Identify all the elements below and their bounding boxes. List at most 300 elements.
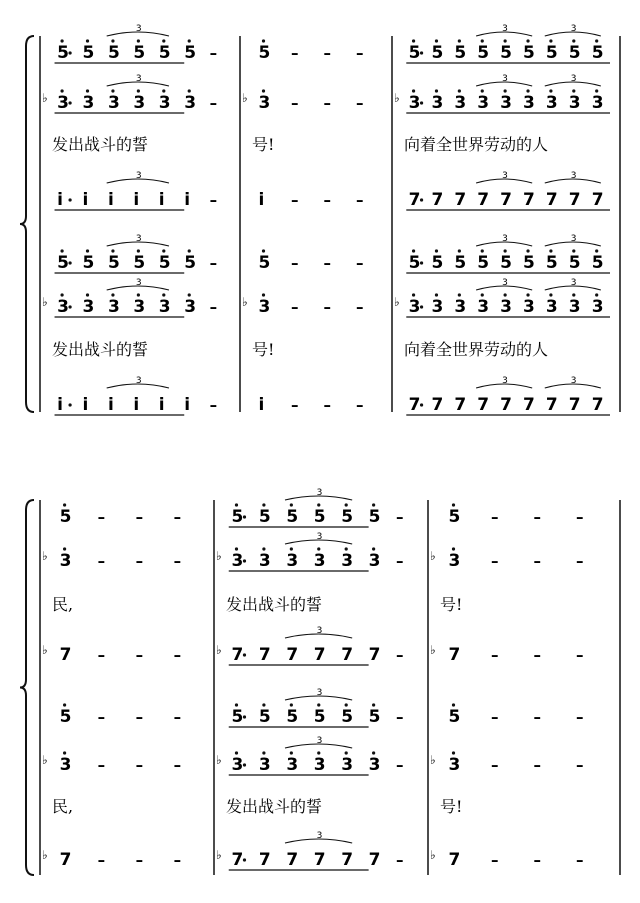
triplet-mark: 3 — [502, 278, 508, 288]
octave-dot — [262, 39, 265, 42]
octave-dot — [63, 703, 66, 706]
octave-dot — [137, 249, 140, 252]
dash-mark: – — [576, 708, 584, 726]
note: 5 — [258, 707, 271, 727]
note: 3 — [500, 93, 512, 113]
octave-dot — [452, 547, 455, 550]
flat-sign: ♭ — [430, 848, 436, 862]
lyric-text: 向着全世界劳动的人 — [404, 135, 549, 154]
octave-dot — [162, 293, 165, 296]
dash-mark: – — [135, 646, 144, 664]
octave-dot — [262, 503, 265, 506]
note: 7 — [431, 395, 444, 415]
note: 3 — [408, 297, 421, 317]
note: 5 — [133, 253, 146, 273]
note: 3 — [313, 551, 326, 571]
triplet-mark: 3 — [135, 171, 142, 181]
augmentation-dot — [68, 198, 71, 201]
note: i — [184, 395, 191, 415]
note: 3 — [523, 93, 535, 113]
note: 7 — [231, 645, 244, 665]
system-1 — [20, 24, 620, 415]
dash-mark: – — [323, 298, 331, 316]
octave-dot — [526, 89, 529, 92]
octave-dot — [162, 39, 165, 42]
octave-dot — [111, 39, 114, 42]
dash-mark: – — [173, 552, 182, 570]
octave-dot — [317, 703, 320, 706]
note: 3 — [82, 93, 95, 113]
octave-dot — [60, 39, 63, 42]
dash-mark: – — [533, 756, 541, 774]
dash-mark: – — [173, 756, 182, 774]
octave-dot — [572, 89, 575, 92]
octave-dot — [235, 703, 238, 706]
note: 5 — [431, 43, 444, 63]
triplet-mark: 3 — [502, 234, 508, 244]
dash-mark: – — [491, 552, 499, 570]
note: i — [258, 395, 265, 415]
note: 5 — [408, 43, 421, 63]
note: 7 — [59, 645, 72, 665]
octave-dot — [572, 249, 575, 252]
note: 5 — [258, 43, 271, 63]
dash-mark: – — [209, 396, 218, 414]
note: 5 — [82, 253, 95, 273]
dash-mark: – — [323, 94, 331, 112]
dash-mark: – — [576, 851, 584, 869]
octave-dot — [262, 751, 265, 754]
augmentation-dot — [420, 51, 423, 54]
flat-sign: ♭ — [430, 753, 436, 767]
note: 3 — [107, 93, 120, 113]
lyric-text: 向着全世界劳动的人 — [404, 340, 549, 359]
octave-dot — [595, 293, 598, 296]
flat-sign: ♭ — [430, 643, 436, 657]
note: 7 — [545, 395, 558, 415]
augmentation-dot — [68, 101, 71, 104]
octave-dot — [188, 249, 191, 252]
octave-dot — [504, 249, 507, 252]
note: 7 — [313, 645, 326, 665]
octave-dot — [86, 249, 89, 252]
dash-mark: – — [173, 708, 182, 726]
octave-dot — [317, 503, 320, 506]
octave-dot — [458, 249, 461, 252]
note: 5 — [368, 507, 381, 527]
note: 7 — [454, 395, 467, 415]
octave-dot — [111, 249, 114, 252]
note: 7 — [341, 645, 354, 665]
note: 5 — [59, 707, 72, 727]
octave-dot — [63, 751, 66, 754]
octave-dot — [111, 293, 114, 296]
triplet-mark: 3 — [135, 278, 142, 288]
dash-mark: – — [209, 44, 218, 62]
dash-mark: – — [356, 298, 364, 316]
note: i — [158, 190, 165, 210]
lyric-text: 发出战斗的誓 — [52, 135, 149, 154]
octave-dot — [595, 249, 598, 252]
octave-dot — [188, 89, 191, 92]
note: 5 — [431, 253, 444, 273]
triplet-mark: 3 — [316, 736, 323, 746]
flat-sign: ♭ — [42, 91, 48, 105]
note: 7 — [431, 190, 444, 210]
octave-dot — [412, 293, 415, 296]
octave-dot — [188, 293, 191, 296]
triplet-mark: 3 — [570, 234, 577, 244]
note: 3 — [57, 297, 69, 317]
lyric-text: 民, — [52, 595, 74, 614]
triplet-mark: 3 — [135, 376, 142, 386]
note: 7 — [545, 190, 558, 210]
octave-dot — [345, 547, 348, 550]
triplet-mark: 3 — [316, 488, 323, 498]
note: 7 — [408, 395, 421, 415]
dash-mark: – — [491, 646, 499, 664]
note: 7 — [448, 645, 461, 665]
note: 5 — [258, 253, 271, 273]
octave-dot — [345, 703, 348, 706]
note: 3 — [568, 297, 581, 317]
note: 7 — [523, 190, 535, 210]
octave-dot — [262, 703, 265, 706]
octave-dot — [290, 751, 293, 754]
note: 3 — [591, 297, 604, 317]
augmentation-dot — [243, 858, 246, 861]
triplet-mark: 3 — [135, 74, 142, 84]
octave-dot — [458, 39, 461, 42]
octave-dot — [481, 39, 484, 42]
dash-mark: – — [97, 552, 106, 570]
dash-mark: – — [576, 756, 584, 774]
note: 3 — [448, 755, 461, 775]
flat-sign: ♭ — [394, 91, 400, 105]
note: 5 — [133, 43, 146, 63]
note: 5 — [448, 707, 461, 727]
octave-dot — [452, 503, 455, 506]
octave-dot — [412, 39, 415, 42]
note: 7 — [258, 645, 271, 665]
note: 5 — [408, 253, 421, 273]
note: 5 — [341, 507, 354, 527]
dash-mark: – — [356, 254, 364, 272]
octave-dot — [549, 39, 552, 42]
note: 3 — [408, 93, 421, 113]
triplet-mark: 3 — [316, 626, 323, 636]
dash-mark: – — [323, 44, 331, 62]
flat-sign: ♭ — [42, 643, 48, 657]
note: i — [107, 395, 114, 415]
octave-dot — [452, 751, 455, 754]
note: 5 — [454, 43, 467, 63]
triplet-mark: 3 — [316, 831, 323, 841]
octave-dot — [435, 293, 438, 296]
octave-dot — [262, 547, 265, 550]
flat-sign: ♭ — [430, 549, 436, 563]
note: 3 — [568, 93, 581, 113]
system-brace — [20, 36, 34, 412]
note: 5 — [591, 43, 604, 63]
triplet-mark: 3 — [502, 171, 508, 181]
octave-dot — [345, 751, 348, 754]
lyric-text: 号! — [440, 797, 463, 816]
octave-dot — [595, 39, 598, 42]
note: 5 — [57, 43, 69, 63]
dash-mark: – — [97, 756, 106, 774]
note: 3 — [258, 551, 271, 571]
dash-mark: – — [209, 94, 218, 112]
dash-mark: – — [491, 508, 499, 526]
note: 3 — [545, 297, 558, 317]
dash-mark: – — [396, 508, 404, 526]
octave-dot — [60, 249, 63, 252]
dash-mark: – — [356, 191, 364, 209]
dash-mark: – — [97, 708, 106, 726]
note: 3 — [184, 297, 197, 317]
note: 5 — [523, 253, 535, 273]
dash-mark: – — [356, 94, 364, 112]
octave-dot — [372, 503, 375, 506]
note: 7 — [591, 190, 604, 210]
note: 3 — [341, 755, 354, 775]
dash-mark: – — [135, 756, 144, 774]
octave-dot — [458, 89, 461, 92]
dash-mark: – — [533, 708, 541, 726]
note: 3 — [184, 93, 197, 113]
note: 3 — [158, 297, 171, 317]
note: 5 — [184, 253, 197, 273]
triplet-mark: 3 — [316, 688, 323, 698]
octave-dot — [137, 39, 140, 42]
note: 3 — [431, 297, 444, 317]
note: 5 — [57, 253, 69, 273]
note: i — [57, 190, 63, 210]
octave-dot — [137, 89, 140, 92]
note: 5 — [477, 253, 490, 273]
lyric-text: 发出战斗的誓 — [226, 595, 323, 614]
octave-dot — [345, 503, 348, 506]
flat-sign: ♭ — [42, 549, 48, 563]
octave-dot — [372, 547, 375, 550]
dash-mark: – — [576, 508, 584, 526]
note: 5 — [313, 707, 326, 727]
lyric-text: 号! — [440, 595, 463, 614]
note: 3 — [286, 755, 299, 775]
octave-dot — [86, 293, 89, 296]
octave-dot — [162, 249, 165, 252]
octave-dot — [372, 703, 375, 706]
octave-dot — [162, 89, 165, 92]
note: 5 — [500, 43, 512, 63]
dash-mark: – — [135, 508, 144, 526]
note: 7 — [568, 190, 581, 210]
dash-mark: – — [533, 508, 541, 526]
flat-sign: ♭ — [216, 848, 222, 862]
note: 3 — [57, 93, 69, 113]
augmentation-dot — [243, 715, 246, 718]
note: 3 — [82, 297, 95, 317]
octave-dot — [504, 89, 507, 92]
note: 3 — [454, 93, 467, 113]
note: 3 — [231, 755, 244, 775]
note: 5 — [313, 507, 326, 527]
dash-mark: – — [291, 191, 299, 209]
note: 7 — [500, 190, 512, 210]
octave-dot — [572, 293, 575, 296]
lyric-text: 发出战斗的誓 — [226, 797, 323, 816]
octave-dot — [458, 293, 461, 296]
octave-dot — [111, 89, 114, 92]
octave-dot — [262, 249, 265, 252]
triplet-mark: 3 — [502, 24, 508, 34]
dash-mark: – — [291, 254, 299, 272]
note: 7 — [408, 190, 421, 210]
dash-mark: – — [396, 756, 404, 774]
note: 3 — [133, 297, 146, 317]
note: 3 — [454, 297, 467, 317]
octave-dot — [63, 503, 66, 506]
dash-mark: – — [209, 254, 218, 272]
note: 5 — [568, 253, 581, 273]
augmentation-dot — [420, 403, 423, 406]
triplet-mark: 3 — [135, 24, 142, 34]
note: i — [57, 395, 63, 415]
triplet-mark: 3 — [570, 74, 577, 84]
note: 3 — [477, 93, 490, 113]
note: 7 — [368, 850, 381, 870]
augmentation-dot — [420, 305, 423, 308]
flat-sign: ♭ — [242, 295, 248, 309]
note: 5 — [500, 253, 512, 273]
octave-dot — [290, 703, 293, 706]
note: 7 — [341, 850, 354, 870]
dash-mark: – — [323, 254, 331, 272]
dash-mark: – — [135, 851, 144, 869]
note: 3 — [477, 297, 490, 317]
dash-mark: – — [173, 508, 182, 526]
augmentation-dot — [68, 403, 71, 406]
note: 3 — [313, 755, 326, 775]
octave-dot — [262, 89, 265, 92]
octave-dot — [435, 39, 438, 42]
note: 7 — [568, 395, 581, 415]
triplet-mark: 3 — [570, 171, 577, 181]
octave-dot — [86, 89, 89, 92]
note: 3 — [523, 297, 535, 317]
dash-mark: – — [173, 646, 182, 664]
dash-mark: – — [97, 508, 106, 526]
note: 5 — [545, 253, 558, 273]
augmentation-dot — [420, 198, 423, 201]
octave-dot — [290, 547, 293, 550]
dash-mark: – — [576, 552, 584, 570]
dash-mark: – — [533, 851, 541, 869]
triplet-mark: 3 — [135, 234, 142, 244]
note: 3 — [258, 297, 271, 317]
note: 3 — [107, 297, 120, 317]
octave-dot — [572, 39, 575, 42]
octave-dot — [86, 39, 89, 42]
octave-dot — [137, 293, 140, 296]
octave-dot — [526, 39, 529, 42]
note: 3 — [591, 93, 604, 113]
note: 5 — [523, 43, 535, 63]
triplet-mark: 3 — [570, 376, 577, 386]
flat-sign: ♭ — [42, 753, 48, 767]
note: 5 — [158, 43, 171, 63]
dash-mark: – — [396, 851, 404, 869]
dash-mark: – — [491, 708, 499, 726]
octave-dot — [235, 503, 238, 506]
dash-mark: – — [209, 191, 218, 209]
note: 3 — [258, 755, 271, 775]
note: 3 — [258, 93, 271, 113]
octave-dot — [235, 547, 238, 550]
note: 3 — [545, 93, 558, 113]
system-brace — [20, 500, 34, 875]
augmentation-dot — [243, 763, 246, 766]
augmentation-dot — [68, 51, 71, 54]
octave-dot — [188, 39, 191, 42]
dash-mark: – — [97, 851, 106, 869]
system-2 — [20, 488, 620, 875]
flat-sign: ♭ — [216, 753, 222, 767]
flat-sign: ♭ — [42, 295, 48, 309]
note: i — [133, 395, 140, 415]
dash-mark: – — [291, 396, 299, 414]
note: 7 — [477, 190, 490, 210]
octave-dot — [412, 89, 415, 92]
note: 7 — [368, 645, 381, 665]
octave-dot — [235, 751, 238, 754]
octave-dot — [549, 293, 552, 296]
note: 5 — [258, 507, 271, 527]
octave-dot — [549, 89, 552, 92]
note: 3 — [368, 755, 381, 775]
note: i — [184, 190, 191, 210]
note: i — [133, 190, 140, 210]
note: 7 — [286, 850, 299, 870]
note: 5 — [231, 507, 244, 527]
note: 5 — [545, 43, 558, 63]
octave-dot — [412, 249, 415, 252]
note: 3 — [158, 93, 171, 113]
dash-mark: – — [396, 708, 404, 726]
triplet-mark: 3 — [502, 74, 508, 84]
score-systems — [20, 24, 620, 875]
note: i — [82, 395, 89, 415]
octave-dot — [481, 249, 484, 252]
note: 7 — [591, 395, 604, 415]
note: 5 — [341, 707, 354, 727]
dash-mark: – — [291, 94, 299, 112]
note: 3 — [231, 551, 244, 571]
dash-mark: – — [491, 851, 499, 869]
note: i — [82, 190, 89, 210]
note: 7 — [231, 850, 244, 870]
dash-mark: – — [323, 396, 331, 414]
octave-dot — [504, 39, 507, 42]
note: 7 — [258, 850, 271, 870]
augmentation-dot — [243, 653, 246, 656]
note: 5 — [231, 707, 244, 727]
flat-sign: ♭ — [216, 549, 222, 563]
flat-sign: ♭ — [394, 295, 400, 309]
note: 5 — [158, 253, 171, 273]
note: 3 — [133, 93, 146, 113]
